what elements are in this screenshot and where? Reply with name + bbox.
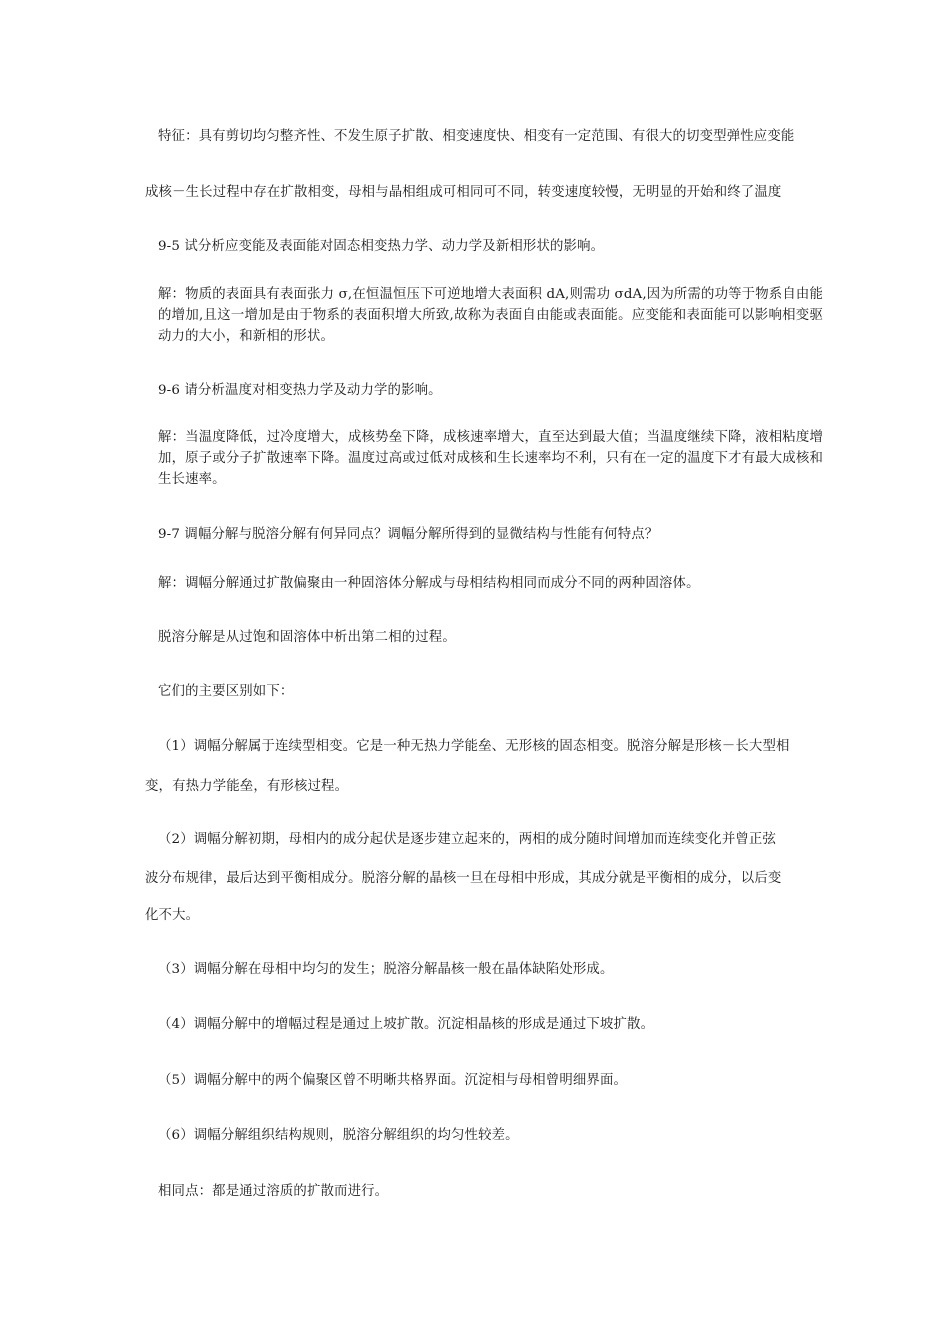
difference-item-5: （5）调幅分解中的两个偏聚区曾不明晰共格界面。沉淀相与母相曾明细界面。 xyxy=(158,1073,628,1088)
difference-item-3: （3）调幅分解在母相中均匀的发生；脱溶分解晶核一般在晶体缺陷处形成。 xyxy=(158,962,614,977)
text-line-nucleation-growth: 成核－生长过程中存在扩散相变，母相与晶相组成可相同可不同，转变速度较慢，无明显的开始和终了温度 xyxy=(145,185,782,200)
answer-9-7-differences-heading: 它们的主要区别如下： xyxy=(158,684,294,699)
answer-9-7-intro: 解：调幅分解通过扩散偏聚由一种固溶体分解成与母相结构相同而成分不同的两种固溶体。 xyxy=(158,576,700,591)
text-line-features: 特征：具有剪切均匀整齐性、不发生原子扩散、相变速度快、相变有一定范围、有很大的切变型弹性应变能 xyxy=(158,129,795,144)
difference-item-1-cont: 变，有热力学能垒，有形核过程。 xyxy=(145,779,349,794)
difference-item-2: （2）调幅分解初期，母相内的成分起伏是逐步建立起来的，两相的成分随时间增加而连续变化并曾正弦 xyxy=(158,832,776,847)
difference-item-2-cont: 波分布规律，最后达到平衡相成分。脱溶分解的晶核一旦在母相中形成，其成分就是平衡相的成分，以后变 xyxy=(145,871,782,886)
difference-item-4: （4）调幅分解中的增幅过程是通过上坡扩散。沉淀相晶核的形成是通过下坡扩散。 xyxy=(158,1017,655,1032)
answer-9-5: 解：物质的表面具有表面张力 σ,在恒温恒压下可逆地增大表面积 dA,则需功 σdA,因为所需的功等于物系自由能的增加,且这一增加是由于物系的表面积增大所致,故称为表面自由能或表面能。应变能和表面能可以影响相变驱动力的大小，和新相的形状。 xyxy=(158,287,823,344)
difference-item-1: （1）调幅分解属于连续型相变。它是一种无热力学能垒、无形核的固态相变。脱溶分解是形核－长大型相 xyxy=(158,739,790,754)
answer-9-7-precipitation: 脱溶分解是从过饱和固溶体中析出第二相的过程。 xyxy=(158,630,456,645)
difference-item-2-end: 化不大。 xyxy=(145,908,200,923)
answer-9-6: 解：当温度降低，过冷度增大，成核势垒下降，成核速率增大，直至达到最大值；当温度继续下降，液相粘度增加，原子或分子扩散速率下降。温度过高或过低对成核和生长速率均不利，只有在一定的温度下才有最大成核和生长速率。 xyxy=(158,430,823,487)
question-9-6: 9-6 请分析温度对相变热力学及动力学的影响。 xyxy=(158,383,442,398)
question-9-5: 9-5 试分析应变能及表面能对固态相变热力学、动力学及新相形状的影响。 xyxy=(158,239,605,254)
similarity-line: 相同点：都是通过溶质的扩散而进行。 xyxy=(158,1184,389,1199)
question-9-7: 9-7 调幅分解与脱溶分解有何异同点？调幅分解所得到的显微结构与性能有何特点？ xyxy=(158,527,659,542)
difference-item-6: （6）调幅分解组织结构规则，脱溶分解组织的均匀性较差。 xyxy=(158,1128,519,1143)
